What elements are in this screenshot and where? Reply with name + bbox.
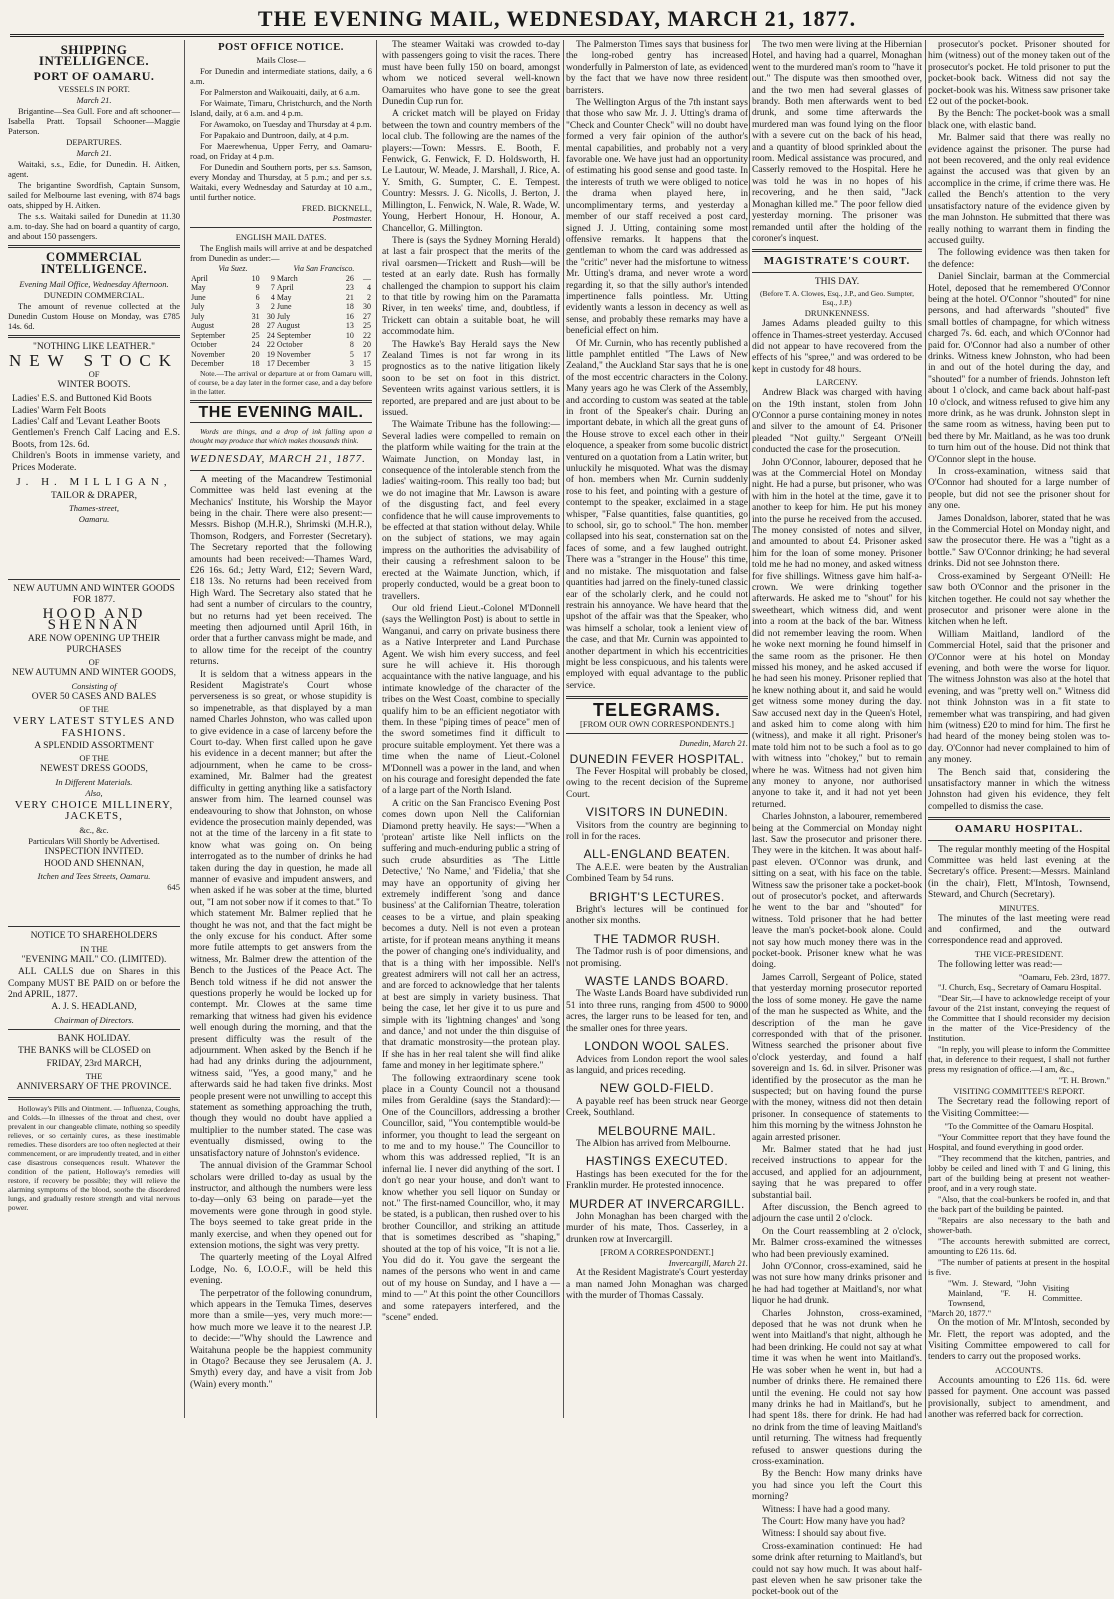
case-heading: LARCENY.: [816, 377, 858, 388]
signature-role: Visiting Committee.: [1042, 1283, 1083, 1304]
paragraph: The Secretary read the following report of the Visiting Committee:—: [928, 1097, 1110, 1119]
report-text: "Repairs are also necessary to the bath and shower-bath.: [928, 1215, 1110, 1236]
report-text: "Also, that the coal-bunkers be roofed in, and that the back part of the building be painted.: [928, 1194, 1110, 1215]
letter-body: "Dear Sir,—I have to acknowledge receipt of your favour of the 21st instant, conveying the request of the Committee that I should reconsider my decision in the matter of the Vice-Presidency of the Institution.: [928, 993, 1110, 1044]
ad-text: Itchen and Tees Streets, Oamaru.: [37, 871, 151, 882]
table-note: Note.—The arrival or departure at or from Oamaru will, of course, be a day later in the former case, and a day before in the latter.: [190, 368, 372, 396]
signature: "T. H. Brown.": [1058, 1075, 1110, 1086]
paragraph: The Court: How many have you had?: [762, 1516, 905, 1527]
table-row: [190, 331, 372, 341]
divider: [928, 817, 1110, 820]
ad-title: HOOD AND SHENNAN: [42, 605, 146, 634]
commercial-heading: COMMERCIAL INTELLIGENCE.: [40, 250, 148, 276]
divider: [8, 245, 180, 248]
list-item: For Waimate, Timaru, Christchurch, and the North Island, daily, at 6 a.m. and 4 p.m.: [190, 98, 372, 119]
table-cell: 10: [345, 330, 354, 340]
ad-text: Oamaru.: [78, 513, 110, 524]
telegram-text: Advices from London report the wool sales as languid, and prices receding.: [566, 1054, 748, 1076]
paragraph: The two men were living at the Hibernian Hotel, and having had a quarrel, Monaghan went to the murdered man's room to "have it out." The dispute was then smoothed over, and the two men had several glasses of brandy. Both men afterwards went to bed drunk, and some time afterwards the murdered man was found lying on the floor with a severe cut on the back of his head, and a quantity of blood sprinkled about the room. Medical assistance was procured, and Casserly removed to the Hospital. Here he was told he was in no hopes of his recovering, and he then said, "Jack Monaghan killed me." The poor fellow died yesterday morning. The prisoner was remanded until after the holding of the coroner's inquest.: [752, 40, 922, 244]
paragraph: There is (says the Sydney Morning Herald) at last a fair prospect that the merits of the rival oarsmen—Trickett and Rush—will be tested at an early date. Rush has formally challenged the champion to support his claim to that title by rowing him on the Paramatta River, in ten weeks' time, and, doubtless, if Trickett can obtain a suitable boat, he will accommodate him.: [382, 235, 560, 338]
ad-text: In Different Materials.: [55, 776, 133, 787]
ad-text: NEW AUTUMN AND WINTER GOODS,: [11, 668, 177, 679]
table-row: [190, 321, 372, 331]
table-cell: September: [191, 330, 226, 340]
paragraph: ALL CALLS due on Shares in this Company MUST BE PAID on or before the 2nd APRIL, 1877.: [8, 967, 180, 1001]
report-address: "To the Committee of the Oamaru Hospital.: [944, 1121, 1094, 1132]
table-cell: April: [276, 283, 294, 293]
paper-title: THE EVENING MAIL.: [198, 403, 364, 421]
report-text: "The accounts herewith submitted are correct, amounting to £26 11s. 6d.: [928, 1236, 1110, 1257]
letter-date: "Oamaru, Feb. 23rd, 1877.: [1018, 972, 1110, 983]
paragraph: A critic on the San Francisco Evening Post comes down upon Nell the Californian Diamond pretty heavily. He says:—"When a 'protean' artiste like Nell inflicts on the suffering and much-enduring public a string of such crude absurdities as 'The Little Detective,' 'No Name,' and 'Fidelia,' that she may have an opportunity of giving her extremely indifferent 'song and dance business' at the Californian Theatre, toleration ceases to be a virtue, and plain speaking becomes a duty. Nell is not even a protean artiste, for if protean means anything it means the power of changing one's individuality, and that is a thing with her impossible. Nell's greatest admirers will not call her an actress, and are forced to acknowledge that her talents at best are simply in variety business. That being the case, let her give it to us pure and simple with its 'lightning changes' and 'song and dance,' and not under the thin disguise of that dramatic monstrosity—the protean play. If she has in her real talent she will find alike fame and money in her legitimate sphere.": [382, 798, 560, 1072]
table-cell: 26: [345, 273, 354, 283]
paragraph: prosecutor's pocket. Prisoner shouted for him (witness) out of the money taken out of the prosecutor's pocket. He told prisoner to put the pocket-book back. Witness did not say the pocket-book was his. Witness saw prisoner take £2 out of the pocket-book.: [928, 40, 1110, 108]
ad-text: Also,: [85, 787, 103, 798]
list-item: Ladies' Warm Felt Boots: [12, 405, 106, 416]
departure-line: Waitaki, s.s., Edie, for Dunedin. H. Aitken, agent.: [8, 159, 180, 180]
divider: [8, 579, 180, 580]
case-heading: DRUNKENNESS.: [804, 308, 870, 319]
table-cell: 4: [367, 283, 371, 293]
date: March 21.: [76, 95, 112, 106]
vessel-list: Brigantine—Sea Gull. Fore and aft schooner—Isabella Pratt. Topsail Schooner—Maggie Paterson.: [8, 106, 180, 137]
paragraph: By the Bench: The pocket-book was a small black one, with elastic band.: [928, 109, 1110, 131]
telegram-list: [566, 751, 748, 1247]
ad-text: WINTER BOOTS.: [57, 379, 131, 390]
telegram-heading: THE TADMOR RUSH.: [593, 931, 721, 946]
telegram-heading: ALL-ENGLAND BEATEN.: [583, 847, 731, 862]
table-cell: 24: [266, 330, 275, 340]
table-cell: 31: [251, 311, 260, 321]
telegram-text: Visitors from the country are beginning to roll in for the races.: [566, 820, 748, 842]
ad-text: OF THE: [79, 753, 109, 764]
paragraph: Our old friend Lieut.-Colonel M'Donnell (says the Wellington Post) is about to settle in Wanganui, and carry on private business there as a Native Interpreter and Land Purchase Agent. We wish him every success, and feel sure he will achieve it. His thorough acquaintance with the native language, and his intimate knowledge of the character of the tribes on the West Coast, combine to specially qualify him to be an efficient negotiator with them. In these "piping times of peace" men of the sword sometimes find it difficult to procure suitable employment. Yet there was a time when the name of Lieut.-Colonel M'Donnell was a power in the land, and when on his courage and foresight depended the fate of a large part of the North Island.: [382, 603, 560, 797]
table-cell: October: [191, 340, 217, 350]
post-office-heading: POST OFFICE NOTICE.: [218, 42, 344, 53]
table-cell: June: [191, 292, 206, 302]
telegram-text: The Fever Hospital will probably be closed, owing to the recent decision of the Supreme Court.: [566, 766, 748, 800]
telegrams-sub: [FROM A CORRESPONDENT.]: [600, 1247, 714, 1258]
table-cell: May: [276, 292, 292, 302]
notice-text: FRIDAY, 23rd MARCH,: [46, 1058, 142, 1069]
paragraph: The perpetrator of the following conundrum, which appears in the Temuka Times, deserves more than a smile—yes, very much more:—how much more we leave it to the nearest J.P. to decide:—"Why should the Lawrence and Waitahuna people be the happiest community in Otago? Because they see Jerusalem (A. J. Smyth) every day, and have a visit from Job (Wain) every month.": [190, 1288, 372, 1390]
table-header-row: [190, 264, 372, 274]
table-row: [190, 302, 372, 312]
paragraph: Accounts amounting to £26 11s. 6d. were passed for payment. One account was passed provisionally, subject to amendment, and another was referred back for correction.: [928, 1375, 1110, 1420]
dateline: Invercargill, March 21.: [668, 1258, 748, 1269]
report-text: "The number of patients at present in the hospital is five.: [928, 1257, 1110, 1278]
column-rule: [925, 40, 926, 1418]
column-4: [566, 40, 748, 1418]
ad-text: Particulars Will Shortly be Advertised.: [28, 835, 160, 846]
signatures: [928, 1278, 1110, 1308]
list-item: For Awamoko, on Tuesday and Thursday at 4 p.m.: [200, 119, 372, 130]
column-rule: [184, 40, 185, 1418]
departures-heading: DEPARTURES.: [66, 137, 122, 148]
table-cell: 22: [363, 330, 371, 340]
paragraph: A cricket match will be played on Friday between the town and country members of the local club. The following are the names of the players:—Town: Messrs. E. Booth, F. Fenwick, G. Fenwick, F. D. Holdsworth, H. Le Lautour, W. Meade, J. Marshall, J. Rice, A. Y. Smith, G. Sumpter, C. E. Tempest. Country: Messrs. J. G. Nicolls, J. Berton, J. Millington, L. Fenwick, N. Wale, R. Wade, W. Young, Herbert Honour, H. Honour, A. Chancellor, G. Millington.: [382, 109, 560, 234]
divider: [8, 1097, 180, 1100]
telegrams-heading: TELEGRAMS.: [592, 700, 721, 721]
table-header: Via Suez.: [218, 264, 248, 274]
table-cell: June: [276, 302, 292, 312]
notice-text: IN THE: [80, 943, 108, 954]
column-2: [190, 40, 372, 1418]
table-cell: 28: [251, 321, 260, 331]
paragraph: By the Bench: How many drinks have you had since you left the Court this morning?: [752, 1469, 922, 1503]
table-cell: 15: [363, 359, 371, 369]
table-cell: July: [191, 302, 205, 312]
advertiser-name: J. H. MILLIGAN,: [16, 476, 172, 489]
table-cell: 27: [363, 311, 371, 321]
paragraph: Of Mr. Curnin, who has recently published a little pamphlet entitled "The Laws of New Zealand," the Auckland Star says that he is one of the most eccentric characters in the Colony. Many years ago he was Clerk of the Assembly, and according to custom was seated at the table in front of the Speaker's chair. During an important debate, in which all the great guns of the House strove to excel each other in their eloquence, a speaker from some bucolic district ventured on a quotation from a Latin writer, but unluckily he misquoted. What was the dismay of hon. members when Mr. Curnin suddenly rose to his feet, and pointing with a gesture of contempt to the speaker, exclaimed in a stage whisper, "False quantities, false quantities, go to school, sir, go to school." The hon. member collapsed into his seat, consternation sat on the faces of some, and a few laughed outright. There was a "stranger in the House" this time, and no mistake. The misquotation and false quantities had jarred on the finely-tuned classic ear of the scholarly clerk, and he could not restrain his annoyance. We have heard that the upshot of the affair was that the Speaker, who was himself a scholar, took a lenient view of the case, and that Mr. Curnin was appointed to another department in which his eccentricities might be less conspicuous, and his talents were employed with equal advantage to the public service.: [566, 338, 748, 691]
ad-number: 645: [167, 882, 180, 893]
paragraph: The Wellington Argus of the 7th instant says that those who saw Mr. J. J. Utting's drama of "Check and Counter Check" will no doubt have formed a very fair opinion of the author's mental capabilities, and probably not a very favorable one. We have just had an opportunity of estimating his good sense and good taste. In the interests of truth we were obliged to notice the drama when played here, in uncomplimentary terms, and yesterday a member of our staff received a post card, signed J. J. Utting, containing some most offensive remarks. It happens that the gentleman to whom the card was addressed as the "critic" never had the misfortune to witness Mr. Utting's drama, and never wrote a word regarding it, so that the silly author's intended impertinence falls pointless. Mr. Utting evidently wants a lesson in decency as well as sense, and probably these remarks may have a beneficial effect on him.: [566, 98, 748, 337]
telegram-heading: VISITORS IN DUNEDIN.: [585, 805, 729, 820]
signature: FRED. BICKNELL,: [301, 203, 372, 214]
column-3: [382, 40, 560, 1418]
table-cell: September: [276, 330, 312, 340]
divider: [190, 227, 372, 228]
list-item: For Dunedin and Southern ports, per s.s. Samson, every Monday and Thursday, at 5 p.m.; and per s.s. Waitaki, every Wednesday and Saturday at 10 a.m., until further notice.: [190, 162, 372, 203]
hospital-heading: OAMARU HOSPITAL.: [954, 823, 1084, 836]
ad-text: INSPECTION INVITED.: [44, 846, 144, 857]
ad-heading: NEW AUTUMN AND WINTER GOODS FOR 1877.: [13, 583, 175, 606]
divider: [8, 335, 180, 338]
blank-space: [8, 892, 180, 922]
telegram-heading: WASTE LANDS BOARD.: [585, 974, 729, 989]
table-row: [190, 312, 372, 322]
divider: [752, 272, 922, 273]
ad-text: VERY CHOICE MILLINERY, JACKETS,: [14, 798, 174, 823]
paragraph: James Carroll, Sergeant of Police, stated that yesterday morning prosecutor reported the loss of some money. He gave the name of the man he suspected as White, and the description of the man he gave corresponded with that of the prisoner. Witness searched the prisoner about five o'clock yesterday, and found a half sovereign and 1s. 6d. in silver. Prisoner was identified by the prosecutor as the man he suspected; but on having found the purse with the money, witness did not then detain prisoner. In consequence of statements to him this morning by the witness Johnston he again arrested prisoner.: [752, 972, 922, 1143]
paragraph: William Maitland, landlord of the Commercial Hotel, said that the prisoner and O'Connor were at his hotel on Monday evening, and both were the worse for liquor. The witness Johnston was also at the hotel that evening, and was "pretty well on." Witness did not think Johnston was in a fit state to remember what was transpiring, and had given him (witness) £20 to mind for him. The first he had heard of the money being stolen was to-day. O'Connor had never complained to him of any money.: [928, 629, 1110, 766]
table-row: [190, 293, 372, 303]
paragraph: The regular monthly meeting of the Hospital Committee was held last evening at the Secretary's office. Present:—Messrs. Mainland (in the chair), Flett, M'Intosh, Townsend, Steward, and Church (Secretary).: [928, 844, 1110, 901]
table-cell: July: [276, 311, 291, 321]
notice-heading: BANK HOLIDAY.: [57, 1033, 131, 1044]
ad-text: &c., &c.: [79, 824, 109, 835]
ad-title: NEW STOCK: [8, 351, 180, 371]
signature-names: "Wm. J. Steward, "John Mainland, "F. H. Townsend,: [948, 1278, 1037, 1309]
table-cell: 24: [251, 340, 260, 350]
telegram-text: The Albion has arrived from Melbourne.: [576, 1138, 731, 1149]
table-cell: 17: [266, 359, 275, 369]
telegram-heading: MELBOURNE MAIL.: [597, 1123, 717, 1138]
table-cell: 30: [363, 302, 371, 312]
divider: [752, 249, 922, 252]
divider: [566, 733, 748, 734]
paragraph: Charles Johnston, a labourer, remembered being at the Commercial on Monday night last. Saw the prosecutor and prisoner there. They were in the kitchen. It was about half-past eleven. O'Connor was drunk, and sitting on a seat, with his face on the table. Witness saw the prisoner take a pocket-book out of prosecutor's pocket, and afterwards he went to the bar and "shouted" for witness. Told prisoner that he had better leave the man's pocket-book alone. Could not say how much money there was in the pocket-book. Prisoner knew what he was doing.: [752, 812, 923, 971]
divider: [190, 422, 372, 423]
table-cell: 25: [251, 330, 260, 340]
paragraph: The following evidence was then taken for the defence:: [928, 248, 1110, 270]
paragraph: A meeting of the Macandrew Testimonial Committee was held last evening at the Mechanics' Institute, his Worship the Mayor being in the chair. There were also present:—Messrs. Bishop (M.H.R.), Shrimski (M.H.R.), Thomson, Rodgers, and Forrester (Secretary). The Secretary reported that the following amounts had been received:—Thames Ward, £26 16s. 6d.; Jetty Ward, £12; Severn Ward, £18 13s. No returns had been received from High Ward. The Secretary also stated that he had sent a number of circulars to the country, but no returns had yet been received. The meeting then adjourned until April 16th, in order that a further canvass might be made, and to allow time for the receipt of the country returns.: [190, 474, 372, 668]
letter-address: "J. Church, Esq., Secretary of Oamaru Hospital.: [938, 982, 1102, 993]
telegrams-sub: [FROM OUR OWN CORRESPONDENTS.]: [580, 718, 734, 729]
paragraph: In cross-examination, witness said that O'Connor had shouted for a large number of people, but did not see the prisoner shout for any one.: [928, 467, 1110, 512]
column-rule: [376, 40, 377, 1418]
table-cell: August: [276, 321, 300, 331]
telegram-heading: HASTINGS EXECUTED.: [585, 1154, 729, 1169]
table-cell: 5: [349, 349, 354, 359]
paragraph: The English mails will arrive at and be despatched from Dunedin as under:—: [190, 243, 372, 264]
table-cell: October: [276, 340, 303, 350]
table-cell: 13: [345, 321, 354, 331]
divider: [928, 840, 1110, 841]
telegram-heading: MURDER AT INVERCARGILL.: [569, 1196, 745, 1211]
paragraph: James Donaldson, laborer, stated that he was in the Commercial Hotel on Monday night, and saw the prosecutor there. He was a "tight as a bottle." Saw O'Connor drinking; he had several drinks. Did not see Johnston there.: [928, 513, 1110, 570]
paragraph: THE BANKS will be CLOSED on: [18, 1046, 151, 1057]
section-heading: ACCOUNTS.: [995, 1364, 1043, 1375]
column-5: [752, 40, 923, 1598]
paragraph: Mr. Balmer said that there was really no evidence against the prisoner. The purse had not been recovered, and the only real evidence against the accused was that given by an accomplice in the crime, if crime there was. He called the Bench's attention to the very unsatisfactory nature of the evidence given by the man Johnston. He submitted that there was really nothing to warrant them in finding the accused guilty.: [928, 133, 1110, 246]
table-cell: 18: [345, 302, 354, 312]
table-cell: 17: [363, 349, 371, 359]
table-cell: 3: [255, 302, 260, 312]
paragraph: The amount of revenue collected at the Dunedin Custom House on Monday, was £785 14s. 6d.: [8, 301, 180, 332]
ad-text: OF THE: [79, 704, 109, 715]
table-cell: 27: [266, 321, 275, 331]
table-cell: 25: [363, 321, 371, 331]
table-cell: 6: [255, 292, 260, 302]
paragraph: The following letter was read:—: [938, 959, 1062, 970]
table-cell: 8: [349, 340, 354, 350]
date: March 21.: [76, 148, 112, 159]
table-cell: November: [276, 349, 311, 359]
paragraph: The quarterly meeting of the Loyal Alfred Lodge, No. 6, I.O.O.F., will be held this evening.: [190, 1253, 372, 1287]
court-sub: (Before T. A. Clowes, Esq., J.P., and Geo. Sumpter, Esq., J.P.): [760, 289, 914, 308]
divider: [190, 400, 372, 403]
paragraph: Charles Johnston, cross-examined, deposed that he was not drunk when he went into Maitland's that night, although he had been drinking. He could not say at what time it was when he went into Maitland's. He was sober when he went in, but had a number of drinks there. He remained there until the evening. He could not say how many drinks he had in Maitland's, but he had spent 18s. there for drink. He had had no drink from the time of leaving Maitland's until returning. The witness had frequently refused to answer questions during the cross-examination.: [752, 1308, 922, 1467]
ad-text: A SPLENDID ASSORTMENT: [34, 740, 154, 751]
table-cell: May: [191, 283, 206, 293]
port-heading: PORT OF OAMARU.: [33, 68, 155, 83]
paragraph: The minutes of the last meeting were read and confirmed, and the outward correspondence read and approved.: [928, 913, 1110, 947]
table-cell: 2: [270, 302, 275, 312]
table-row: [190, 340, 372, 350]
telegram-text: Bright's lectures will be continued for another six months.: [566, 905, 748, 927]
table-cell: 23: [345, 283, 354, 293]
telegram-heading: BRIGHT'S LECTURES.: [589, 889, 725, 904]
notice-text: ANNIVERSARY OF THE PROVINCE.: [16, 1082, 172, 1093]
column-1: [8, 40, 180, 1418]
paragraph: Andrew Black was charged with having on the 19th instant, stolen from John O'Connor a purse containing money in notes and silver to the amount of £4. Prisoner pleaded "Not guilty." Sergeant O'Neill conducted the case for the prosecution.: [752, 388, 922, 456]
dateline: Dunedin, March 21.: [679, 737, 748, 748]
paragraph: The Waimate Tribune has the following:—Several ladies were compelled to remain on the platform while waiting for the train at the Waimate Junction, on Monday last, in consequence of the intolerable stench from the ladies' waiting-room. This really too bad; but we do not imagine that Mr. Lawson is aware of the disgusting fact, and feel every confidence that he will cause improvements to be effected at that station without delay. While on the subject of stations, we may again impress on the authorities the advisability of their causing a refreshment saloon to be erected at the Waimate Junction, which, if properly conducted, would be a great boon to travellers.: [382, 420, 560, 602]
table-cell: 21: [345, 292, 354, 302]
table-cell: 10: [251, 273, 260, 283]
divider: [8, 1029, 180, 1030]
vessels-heading: VESSELS IN PORT.: [58, 84, 130, 95]
column-6: [928, 40, 1110, 1418]
list-item: For Maerewhenua, Upper Ferry, and Oamaru-road, on Friday at 4 p.m.: [190, 141, 372, 162]
court-heading: MAGISTRATE'S COURT.: [763, 255, 911, 268]
section-heading: VISITING COMMITTEE'S REPORT.: [953, 1086, 1085, 1097]
ad-text: ARE NOW OPENING UP THEIR PURCHASES: [27, 633, 161, 655]
paragraph: Witness: I should say about five.: [762, 1529, 887, 1540]
paragraph: The following extraordinary scene took place in a County Council not a thousand miles from Geraldine (says the Standard):—One of the Councillors, addressing a brother Councillor, said, "You contemptible would-be informer, you thought to lead the sergeant on to me and to my house." The Councillor to whom this was addressed replied, "It is an infernal lie. I never did anything of the sort. I don't go near your house, and don't want to know whether you sell liquor on Sunday or not." The first-named Councillor, who, it may be stated, is a publican, then rushed over to his brother Councillor, and striking an attitude that is sometimes described as "shaping," shouted at the top of his voice, "It is not a lie. You did do it. You gave the sergeant the names of the persons who went in and came out of my house on Sunday, and I have a — mind to —" At this point the other Councillors and some ratepayers interfered, and the "scene" ended.: [382, 1073, 560, 1324]
report-text: "Your Committee report that they have found the Hospital, and found everything in good order.: [928, 1132, 1110, 1153]
paragraph: Mr. Balmer stated that he had just received instructions to appear for the accused, and applied for an adjournment, saying that he was prepared to offer substantial bail.: [752, 1144, 922, 1201]
date-line: WEDNESDAY, MARCH 21, 1877.: [190, 453, 366, 466]
ad-text: OF: [88, 657, 100, 668]
telegram-text: John Monaghan has been charged with the murder of his mate, Thos. Casserley, in a drunken row at Invercargill.: [566, 1211, 748, 1245]
paragraph: The brigantine Swordfish, Captain Sunsom, sailed for Melbourne last evening, with 874 bags oats, shipped by H. Aitken.: [8, 180, 180, 211]
section-heading: MINUTES.: [999, 902, 1039, 913]
paragraph: On the motion of Mr. M'Intosh, seconded by Mr. Flett, the report was adopted, and the Visiting Committee empowered to call for tenders to carry out the proposed works.: [928, 1318, 1110, 1363]
telegram-text: The Tadmor rush is of poor dimensions, and not promising.: [566, 947, 748, 969]
paragraph: After discussion, the Bench agreed to adjourn the case until 2 o'clock.: [752, 1203, 922, 1225]
list-item: Ladies' E.S. and Buttoned Kid Boots: [12, 394, 152, 405]
letter-body: "In reply, you will please to inform the Committee that, in deference to their request, I shall not further press my resignation of office.—I am, &c.,: [928, 1044, 1110, 1075]
telegram-text: The Waste Lands Board have subdivided run 51 into three runs, ranging from 4500 to 9000 acres, the larger runs to be leased for ten, and the smaller ones for three years.: [566, 989, 748, 1034]
telegram-heading: LONDON WOOL SALES.: [584, 1039, 730, 1054]
table-cell: July: [191, 311, 205, 321]
telegram-text: Hastings has been executed for the for the Franklin murder. He protested innocence.: [566, 1169, 748, 1192]
ad-text: HOOD AND SHENNAN,: [43, 859, 144, 869]
paragraph: The annual division of the Grammar School scholars were drilled to-day as usual by the instructor, and although the numbers were less to-day—only 63 being on parade—yet the movements were gone through in good style. The boys seemed to take great pride in the manly exercise, and when they opened out for extension motions, the sight was very pretty.: [190, 1161, 372, 1251]
signature-title: Postmaster.: [332, 213, 372, 224]
ad-text: NEWEST DRESS GOODS,: [40, 764, 148, 775]
table-cell: 4: [270, 292, 275, 302]
paragraph: On the Court reassembling at 2 o'clock, Mr. Balmer cross-examined the witnesses who had been previously examined.: [752, 1226, 922, 1260]
telegram-heading: NEW GOLD-FIELD.: [599, 1081, 715, 1096]
paragraph: Cross-examined by Sergeant O'Neill: He saw both O'Connor and the prisoner in the kitchen together. He could not say whether the prosecutor and prisoner were alone in the kitchen when he left.: [928, 571, 1110, 628]
telegram-text: The A.E.E. were beaten by the Australian Combined Team by 54 runs.: [566, 862, 748, 885]
table-cell: December: [276, 359, 310, 369]
table-cell: 9: [270, 273, 275, 283]
masthead: THE EVENING MAIL, WEDNESDAY, MARCH 21, 1877.: [257, 6, 857, 31]
table-cell: November: [191, 349, 225, 359]
table-cell: 3: [349, 359, 354, 369]
divider: [566, 696, 748, 699]
mails-close: Mails Close—: [256, 55, 306, 66]
paragraph: Witness: I have had a good many.: [762, 1504, 891, 1515]
table-cell: 9: [255, 283, 260, 293]
telegram-heading: DUNEDIN FEVER HOSPITAL.: [569, 751, 745, 766]
table-cell: 2: [367, 292, 371, 302]
table-cell: 30: [266, 311, 275, 321]
table-cell: 18: [251, 359, 260, 369]
report-text: "They recommend that the kitchen, pantries, and lobby be ceiled and lined with T and G lining, this part of the building being at present not weather-proof, and in a very rough state.: [928, 1153, 1110, 1194]
paragraph: The Hawke's Bay Herald says the New Zealand Times is not far wrong in its prognostics as to the native litigation likely soon to be set on foot in this district. Seventeen writs against various settlers, it is reported, are prepared and are just about to be issued.: [382, 339, 560, 418]
signature-title: Chairman of Directors.: [54, 1014, 134, 1025]
dunedin-heading: DUNEDIN COMMERCIAL.: [43, 290, 145, 301]
shipping-heading: SHIPPING INTELLIGENCE.: [38, 42, 150, 69]
motto: Words are things, and a drop of ink falling upon a thought may produce that which makes thousands think.: [190, 427, 372, 446]
column-rule: [749, 40, 750, 1418]
table-row: [190, 274, 372, 284]
notice-text: "EVENING MAIL" CO. (LIMITED).: [21, 954, 167, 965]
ad-heading: "NOTHING LIKE LEATHER.": [33, 342, 155, 353]
table-cell: December: [191, 359, 224, 369]
list-item: For Palmerston and Waikouaiti, daily, at 6 a.m.: [200, 87, 360, 98]
table-cell: August: [191, 321, 215, 331]
paragraph: Cross-examination continued: He had some drink after returning to Maitland's, but could not say how much. It was about half-past eleven when he saw prisoner take the pocket-book out of the: [752, 1541, 922, 1598]
table-cell: March: [276, 273, 298, 283]
paragraph: James Adams pleaded guilty to this offence in Thames-street yesterday. Accused did not appear to have recovered from the effects of his "spree," and was ordered to be kept in custody for 48 hours.: [752, 319, 922, 375]
mail-dates-table: [190, 264, 372, 369]
paragraph: It is seldom that a witness appears in the Resident Magistrate's Court whose perverseness is so great, or whose stupidity is so impenetrable, as that displayed by a man named Charles Johnston, who was called upon to give evidence in a case of larceny before the Court to-day. When first called upon he gave his evidence in a decent manner; but after the adjournment, when he came to be cross-examined, Mr. Balmer had the greatest difficulty in getting anything like a satisfactory answer from him. The learned counsel was endeavouring to show that Johnston, on whose evidence the prosecution mainly depended, was not at the time of the larceny in a fit state to know what was going on. On being interrogated as to the number of drinks he had taken during the day in question, he made all manner of evasive and impudent answers, and when asked if he was sober at the time, blurted out, "I am not sober now if it comes to that." To which statement Mr. Balmer replied that he thought he was not, and that the fact might be the only excuse for his conduct. After some more futile attempts to get answers from the witness, Mr. Balmer drew the attention of the Bench to the Justices of the Peace Act. The Bench told witness if he did not answer the questions properly he would be locked up for contempt. Mr. Clowes at the same time remarking that witness had given his evidence well enough during the morning, and that the present difficulty was the result of the adjournment. When asked by the Bench if he had had any drinks during the adjournment, witness said, "Yes, a good many," and he afterwards said he had taken five drinks. Most people present were not unwilling to accept this statement as something approaching the truth, though they would no doubt have applied a multiplier to the number stated. The case was eventually dismissed, owing to the unsatisfactory nature of Johnston's evidence.: [190, 669, 372, 1159]
notice-heading: NOTICE TO SHAREHOLDERS: [30, 931, 158, 942]
paragraph: The steamer Waitaki was crowded to-day with passengers going to visit the races. There must have been fully 150 on board, amongst whom we noticed several well-known Oamaruites who have gone to see the great Dunedin Cup run for.: [382, 40, 560, 108]
table-cell: 16: [345, 311, 354, 321]
divider: [190, 449, 372, 450]
ad-text: OVER 50 CASES AND BALES: [31, 691, 157, 702]
ad-text: TAILOR & DRAPER,: [50, 490, 138, 501]
paragraph: The Bench said that, considering the unsatisfactory manner in which the witness Johnston had given his evidence, they felt compelled to dismiss the case.: [928, 767, 1110, 812]
column-rule: [563, 40, 564, 1418]
paragraph: John O'Connor, labourer, deposed that he was at the Commercial Hotel on Monday night. He had a purse, but prisoner, who was with him in the hotel at the time, gave it to another to keep for him. He put his money into the purse he received from the accused. The money consisted of notes and silver, and amounted to about £4. Prisoner asked him for the loan of some money. Prisoner told me he had no money, and asked witness for five shillings. Witness gave him half-a-crown. We were drinking together afterwards. He asked me to "shout" for his sweetheart, which witness did, and went into a room at the back of the bar. Witness did not remember leaving the room. When he woke next morning he found himself in the same room as the prisoner. He then missed his money, and he asked accused if he had seen his money. Prisoner replied that he knew nothing about it, and said he would get witness some money during the day. Saw accused next day in the Queen's Hotel, and asked him to come along with him (witness), and make it all right. Prisoner's mate told him not to be such a fool as to go with witness into "chokey," but to remain where he was. Witness had not given him any money to anyone, nor authorised anyone to take it, and it had not yet been returned.: [752, 457, 922, 810]
paragraph: At the Resident Magistrate's Court yesterday a man named John Monaghan was charged with the murder of Thomas Cassaly.: [566, 1268, 748, 1301]
paragraph: The Palmerston Times says that business for the long-robed gentry has increased wonderfully in Palmerston of late, as evidenced by the fact that we have now three resident barristers.: [566, 40, 748, 96]
table-header: Via San Francisco.: [293, 264, 355, 274]
ad-text: VERY LATEST STYLES AND FASHIONS.: [12, 715, 176, 739]
table-cell: April: [191, 273, 208, 283]
mail-dates-heading: ENGLISH MAIL DATES.: [235, 232, 327, 243]
paragraph: John O'Connor, cross-examined, said he was not sure how many drinks prisoner and he had had together at Maitland's, nor what liquor he had drunk.: [752, 1262, 922, 1307]
report-date: "March 20, 1877.": [928, 1308, 992, 1319]
list-item: Gentlemen's French Calf Lacing and E.S. Boots, from 12s. 6d.: [12, 428, 180, 450]
telegram-text: A payable reef has been struck near George Creek, Southland.: [566, 1096, 748, 1119]
table-cell: —: [363, 273, 371, 283]
table-row: [190, 350, 372, 360]
table-row: [190, 359, 372, 369]
list-item: Ladies' Calf and 'Levant Leather Boots: [12, 417, 161, 428]
masthead-rule: [10, 34, 1104, 37]
paragraph: The s.s. Waitaki sailed for Dunedin at 11.30 a.m. to-day. She had on board a quantity of cargo, and about 150 passengers.: [8, 211, 180, 242]
table-cell: 22: [266, 340, 275, 350]
list-item: For Papakaio and Duntroon, daily, at 4 p.m.: [200, 130, 349, 141]
paragraph: Daniel Sinclair, barman at the Commercial Hotel, deposed that he remembered O'Connor being at the hotel. O'Connor "shouted" for nine persons, and had afterwards "shouted" five small bottles of champagne, for which witness charged 7s. 6d. each, and which O'Connor had paid for. O'Connor had also a number of other drinks. Witness knew Johnston, who had been in and out of the hotel during the day, and "shouted" for a number of friends. Johnston left about 1 o'clock, and came back about half-past 10 o'clock, and witness refused to give him any more drink, as he was drunk. Johnston slept in the same room as witness, having been put to bed there by Mr. Maitland, as he was too drunk to turn him out of the house. Did not think that O'Connor slept in the house.: [928, 272, 1110, 465]
notice-text: THE: [85, 1071, 103, 1082]
list-item: For Dunedin and intermediate stations, daily, a 6 a.m.: [190, 66, 372, 87]
table-cell: 20: [363, 340, 371, 350]
divider: [190, 470, 372, 471]
list-item: Children's Boots in immense variety, and Prices Moderate.: [12, 451, 180, 473]
section-heading: THE VICE-PRESIDENT.: [974, 948, 1064, 959]
table-cell: 7: [270, 283, 275, 293]
boot-list: [12, 394, 180, 474]
blank-space: [8, 525, 180, 575]
holloway-advert: Holloway's Pills and Ointment. — Influenza, Coughs, and Colds.—In illnesses of the throat and chest, over prevalent in our changeable climate, nothing so speedily relieves, or so certainly cures, as these inestimable remedies. These disorders are too often neglected at their commencement, or are imprudently treated, and in either case disastrous consequences result. Whatever the condition of the patient, Holloway's remedies will restore, if recovery be possible; they will relieve the alarming symptoms of the blood, soothe the disordered lungs, and gradually restore strength and vital nervous power.: [8, 1104, 180, 1213]
table-cell: 20: [251, 349, 260, 359]
ad-text: OF: [88, 368, 100, 379]
divider: [8, 926, 180, 927]
post-list: [190, 66, 372, 202]
ad-text: Thames-street,: [69, 502, 119, 513]
commercial-sub: Evening Mail Office, Wednesday Afternoon.: [19, 279, 169, 290]
court-sub: THIS DAY.: [814, 276, 860, 287]
table-cell: 19: [266, 349, 275, 359]
ad-text: Consisting of: [71, 680, 117, 691]
table-row: [190, 283, 372, 293]
signature: A. J. S. HEADLAND,: [51, 1002, 137, 1013]
